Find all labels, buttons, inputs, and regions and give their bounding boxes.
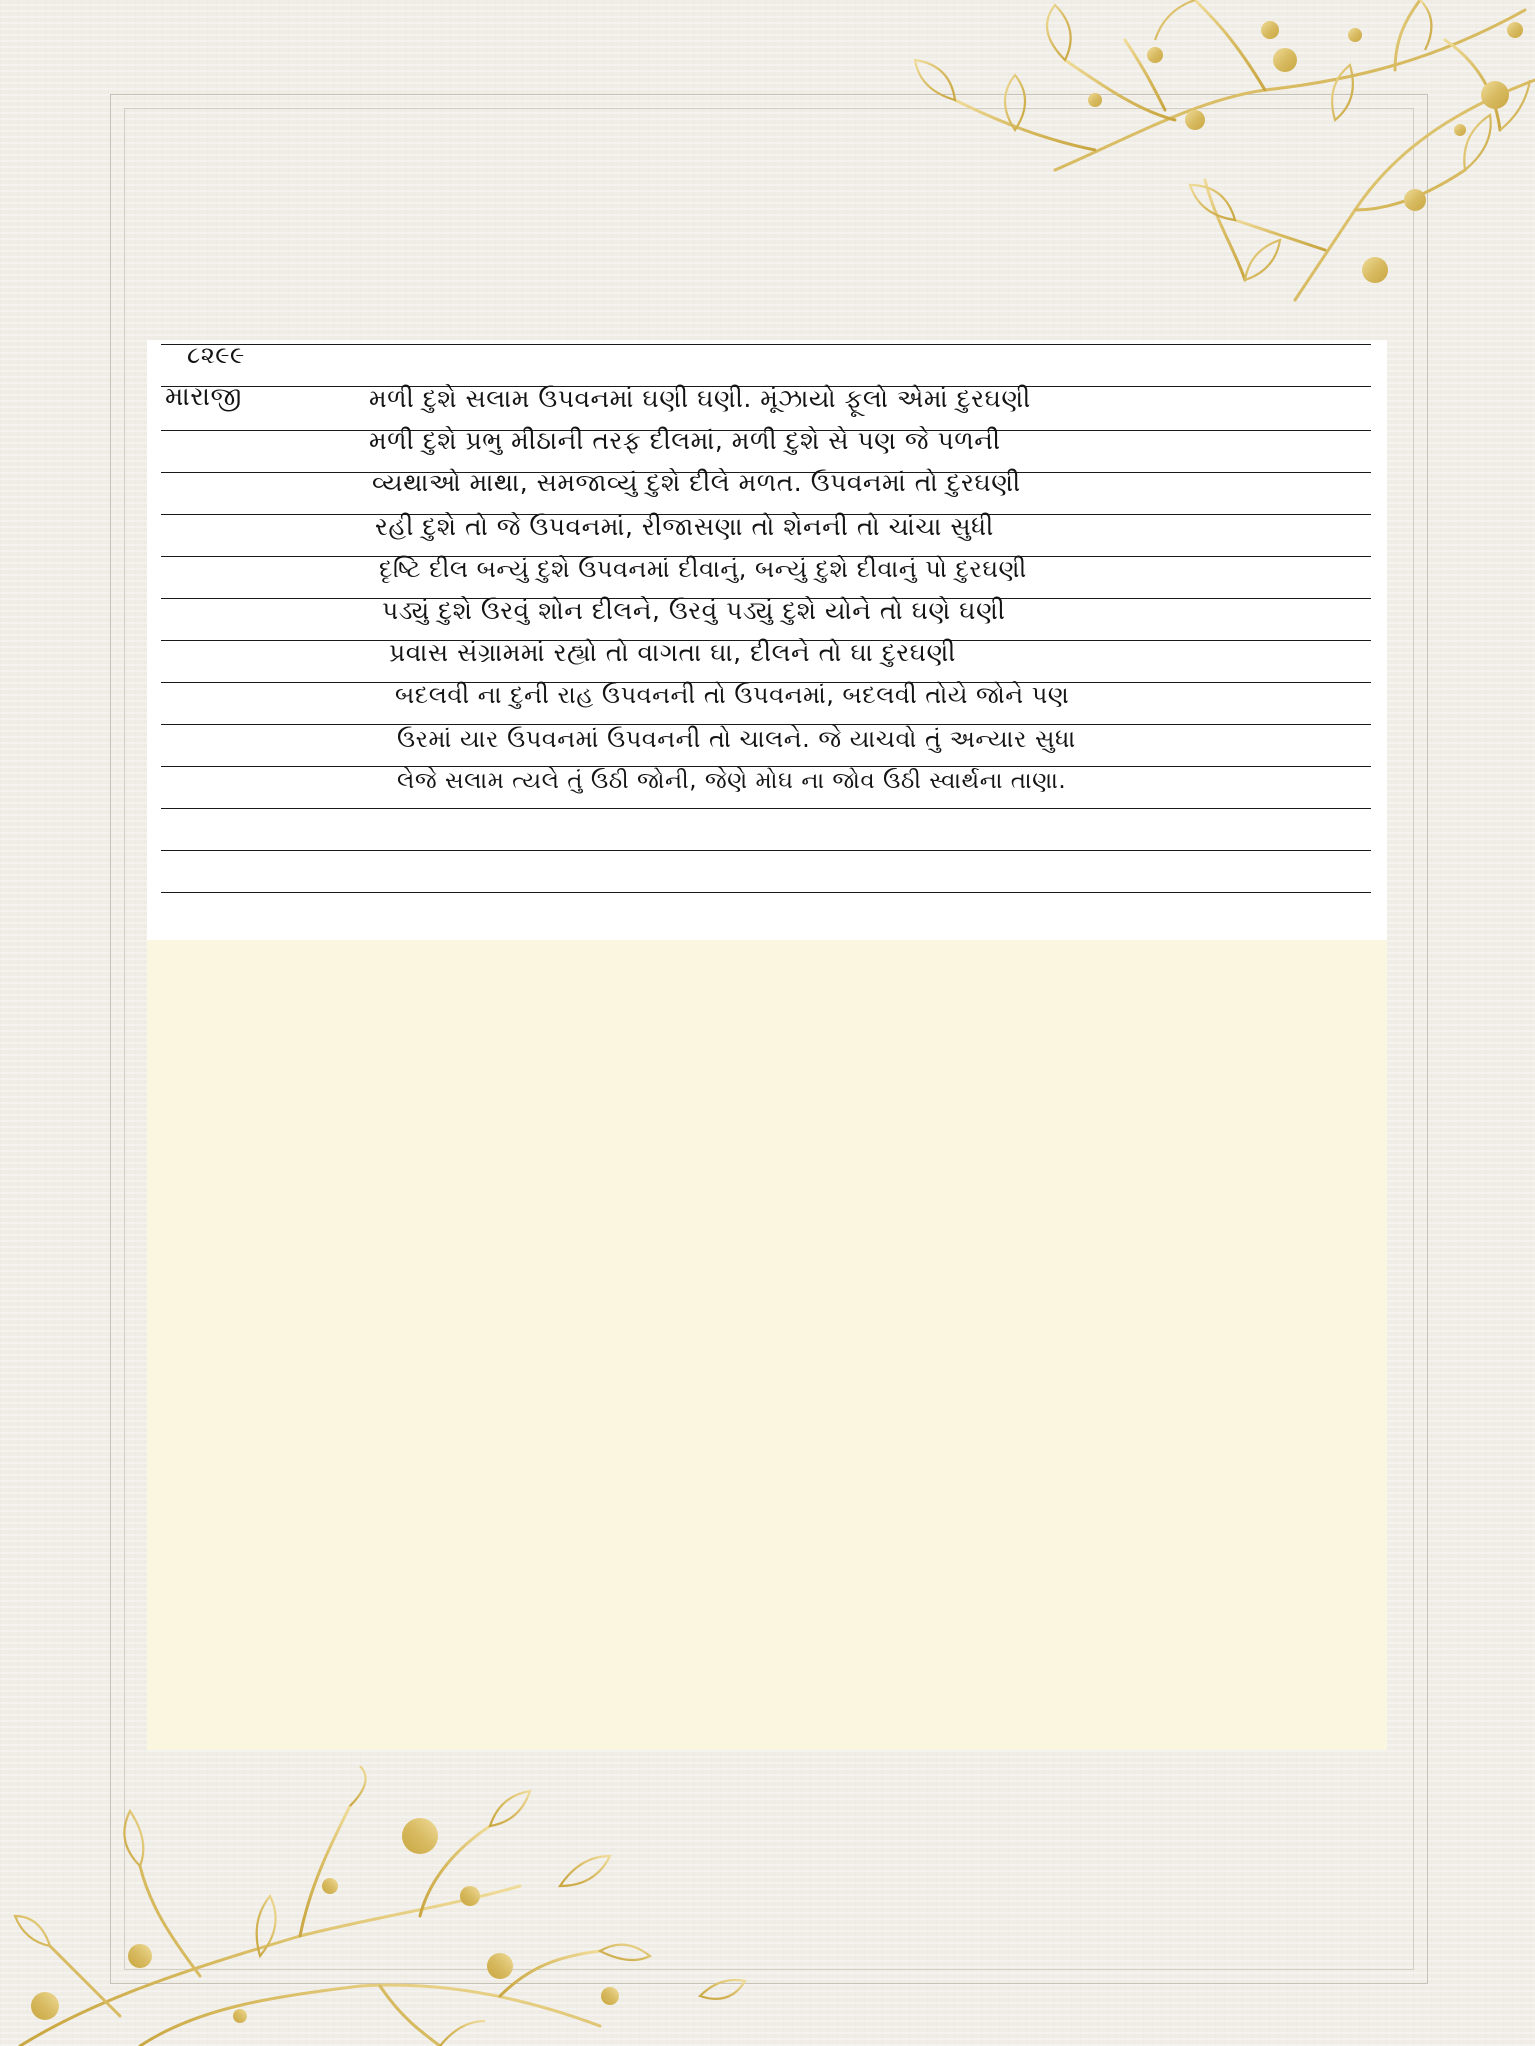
letter-line: વ્યથાઓ માથા, સમજાવ્યું દુશે દીલે મળત. ઉપવનમાં તો દુરઘણી bbox=[372, 468, 1021, 497]
letter-line: મળી દુશે પ્રભુ મીઠાની તરફ દીલમાં, મળી દુશે સે પણ જે પળની bbox=[369, 426, 1001, 455]
ruled-line bbox=[161, 850, 1371, 851]
letter-salutation: મારાજી bbox=[165, 382, 242, 412]
letter-date: ૮૨૯૯ bbox=[187, 341, 245, 369]
ruled-line bbox=[161, 344, 1371, 345]
letter-line: પ્રવાસ સંગ્રામમાં રહ્યો તો વાગતા ઘા, દીલને તો ઘા દુરઘણી bbox=[389, 638, 956, 667]
letter-line: લેજે સલામ ત્યલે તું ઉઠી જોની, જેણે મોઘ ના જોવ ઉઠી સ્વાર્થના તાણા. bbox=[397, 768, 1067, 794]
letter-line: રહી દુશે તો જે ઉપવનમાં, રીજાસણા તો શેનની તો ચાંચા સુધી bbox=[375, 512, 994, 541]
letter-line: દૃષ્ટિ દીલ બન્યું દુશે ઉપવનમાં દીવાનું, બન્યું દુશે દીવાનું પો દુરઘણી bbox=[379, 555, 1027, 583]
letter-line: પડ્યું દુશે ઉરવું શોન દીલને, ઉરવું પડ્યું દુશે યોને તો ઘણે ઘણી bbox=[382, 596, 1006, 625]
letter-line: બદલવી ના દુની રાહ ઉપવનની તો ઉપવનમાં, બદલવી તોયે જોને પણ bbox=[395, 681, 1070, 709]
letter-line: ઉરમાં યાર ઉપવનમાં ઉપવનની તો ચાલને. જે યાચવો તું અન્યાર સુધા bbox=[397, 725, 1076, 753]
letter-line: મળી દુશે સલામ ઉપવનમાં ઘણી ઘણી. મૂંઝાયો ફૂલો એમાં દુરઘણી bbox=[369, 384, 1031, 413]
ruled-line bbox=[161, 892, 1371, 893]
ruled-line bbox=[161, 808, 1371, 809]
handwritten-letter-sheet bbox=[147, 340, 1387, 940]
notebook-panel bbox=[147, 340, 1387, 1750]
